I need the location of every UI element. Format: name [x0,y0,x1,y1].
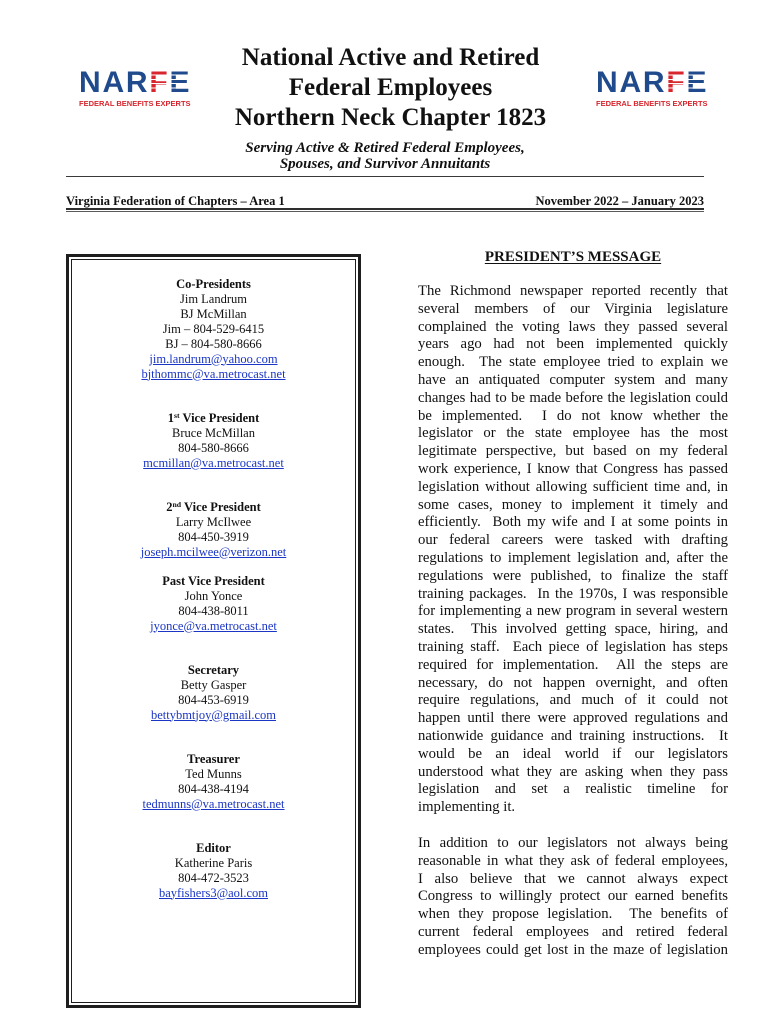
officer-role: Secretary [187,662,240,677]
message-line: required for implementation. All the steps are [418,656,728,673]
officer-name: Ted Munns [185,766,242,781]
message-line: changes had to be made before the legislation could [418,389,728,406]
officer-email-line [66,619,361,634]
message-paragraph [418,835,728,960]
message-line: complained the voting laws they passed several [418,318,728,335]
newsletter-title [190,43,591,133]
message-line: understood what they are asking when they pass [418,763,728,780]
officer-email-line [66,797,361,812]
message-line: legislator or the state employee has the most [418,425,728,442]
officer-phone: 804-580-8666 [178,440,249,455]
officer-email-line [66,352,361,367]
message-line: Congress to willingly protect our earned benefits [418,888,728,905]
officer-role: Editor [196,840,231,855]
officer-first-vice-president [66,411,361,471]
message-line: states. This involved getting space, hiring, and [418,621,728,638]
message-line: reasonable in what they ask of federal employees, [418,852,728,869]
message-line: I also believe that we cannot always expect [418,870,728,887]
message-line: The Richmond newspaper reported recently that [418,283,728,299]
officer-email-line [66,545,361,560]
message-line: legislation without allowing sufficient time and, in [418,478,728,495]
message-line: would be an ideal world if our legislators [418,745,728,762]
message-line: regulations were published, to finalize the staff [418,567,728,584]
message-line: legitimate perspective, but based on my federal [418,443,728,460]
message-line: happen until there were approved regulations and [418,710,728,727]
officer-phone: 804-438-8011 [178,603,249,618]
message-line: several members of our Virginia legislature [418,300,728,317]
title-line: Northern Neck Chapter 1823 [234,104,547,131]
officer-treasurer [66,752,361,812]
officer-email-link[interactable]: bettybmtjoy@gmail.com [150,707,277,722]
message-line: implementing it. [418,799,516,816]
officer-phone: 804-450-3919 [178,529,249,544]
message-line: work experience, I know that Congress has passed [418,460,728,477]
president-message-body [418,283,728,977]
officers-list [66,277,361,901]
officer-email-link[interactable]: joseph.mcilwee@verizon.net [140,544,287,559]
role-ordinal: 1 [167,410,174,425]
message-line: regulations to implement legislation and, after the [418,549,728,566]
message-line: our federal careers were tasked with drafting [418,532,728,549]
message-line: employees could get lost in the maze of legislation [418,941,728,958]
narfe-logo-right [596,67,712,108]
message-line: enough. The state employee tried to explain we [418,354,728,371]
title-line: Federal Employees [288,74,493,101]
issue-dates: November 2022 – January 2023 [535,194,704,208]
header-divider-bottom [66,208,704,212]
subtitle-line: Serving Active & Retired Federal Employees, [245,140,525,156]
wordmark-f: F [666,66,687,99]
message-line: require regulations, and much of it could not [418,692,728,709]
officer-email-line [66,708,361,723]
wordmark-e: E [169,66,192,99]
logo-tagline: FEDERAL BENEFITS EXPERTS [596,99,708,108]
message-line: necessary, do not happen overnight, and often [418,674,728,691]
issue-info-row [66,193,704,209]
narfe-logo-left [79,67,195,108]
officer-name: Bruce McMillan [172,425,255,440]
officer-name: Larry McIlwee [175,514,252,529]
wordmark-nar: NAR [596,66,667,99]
message-line: training staff. Each piece of legislation has steps [418,638,728,655]
message-line: In addition to our legislators not always being [418,834,728,851]
officer-phone: Jim – 804-529-6415 [162,321,265,336]
title-line: National Active and Retired [241,44,540,71]
officer-email-line [66,367,361,382]
message-paragraph [418,283,728,817]
officer-role [66,411,361,426]
officer-role: Treasurer [187,751,240,766]
message-line: have an antiquated computer system and many [418,371,728,388]
officer-role [66,500,361,515]
narfe-wordmark [79,67,195,99]
officer-name: Betty Gasper [180,677,247,692]
message-line: legislation and set a realistic timeline for [418,781,728,798]
wordmark-nar: NAR [79,66,150,99]
officer-name: John Yonce [184,588,243,603]
message-line: efficiently. Both my wife and I at some points in [418,514,728,531]
header-divider-top [66,176,704,177]
wordmark-e: E [686,66,709,99]
officer-phone: 804-438-4194 [178,781,249,796]
officer-email-link[interactable]: jyonce@va.metrocast.net [150,618,277,633]
officer-name: Jim Landrum [179,291,247,306]
officer-role: Past Vice President [162,573,265,588]
officer-name: Katherine Paris [174,855,253,870]
message-line: nationwide guidance and training instructions. It [418,727,728,744]
president-message-heading: PRESIDENT’S MESSAGE [484,248,662,265]
message-line: current federal employees and retired federal [418,923,728,940]
officer-email-line [66,886,361,901]
logo-tagline: FEDERAL BENEFITS EXPERTS [79,99,191,108]
officer-email-link[interactable]: bayfishers3@aol.com [158,885,269,900]
officer-phone: 804-453-6919 [178,692,249,707]
federation-label: Virginia Federation of Chapters – Area 1 [66,194,285,208]
narfe-wordmark [596,67,712,99]
newsletter-subtitle [185,140,585,172]
officer-phone: 804-472-3523 [178,870,249,885]
officer-co-presidents [66,277,361,382]
officer-name: BJ McMillan [180,306,247,321]
officer-secretary [66,663,361,723]
wordmark-f: F [149,66,170,99]
officer-email-link[interactable]: tedmunns@va.metrocast.net [142,796,285,811]
role-ordinal-suffix: nd [172,499,182,509]
role-ordinal-suffix: st [174,410,180,420]
officer-role: Co-Presidents [176,276,251,291]
subtitle-line: Spouses, and Survivor Annuitants [279,156,491,172]
role-title: Vice President [184,499,261,514]
officer-second-vice-president [66,500,361,560]
message-line: some cases, money to implement it timely and [418,496,728,513]
officer-past-vice-president [66,574,361,634]
officer-email-link[interactable]: bjthommc@va.metrocast.net [141,366,286,381]
message-line: training packages. In the 1970s, I was responsible [418,585,728,602]
officer-email-link[interactable]: jim.landrum@yahoo.com [149,351,278,366]
officer-email-link[interactable]: mcmillan@va.metrocast.net [143,455,284,470]
message-line: when they propose legislation. The benefits of [418,906,728,923]
officer-email-line [66,456,361,471]
message-line: for implementing a new program in several western [418,603,728,620]
officer-editor [66,841,361,901]
officer-phone: BJ – 804-580-8666 [165,336,262,351]
role-ordinal: 2 [166,499,173,514]
message-line: years ago had not been implemented quickly [418,336,728,353]
message-line: be implemented. I do not know whether the [418,407,728,424]
role-title: Vice President [182,410,260,425]
